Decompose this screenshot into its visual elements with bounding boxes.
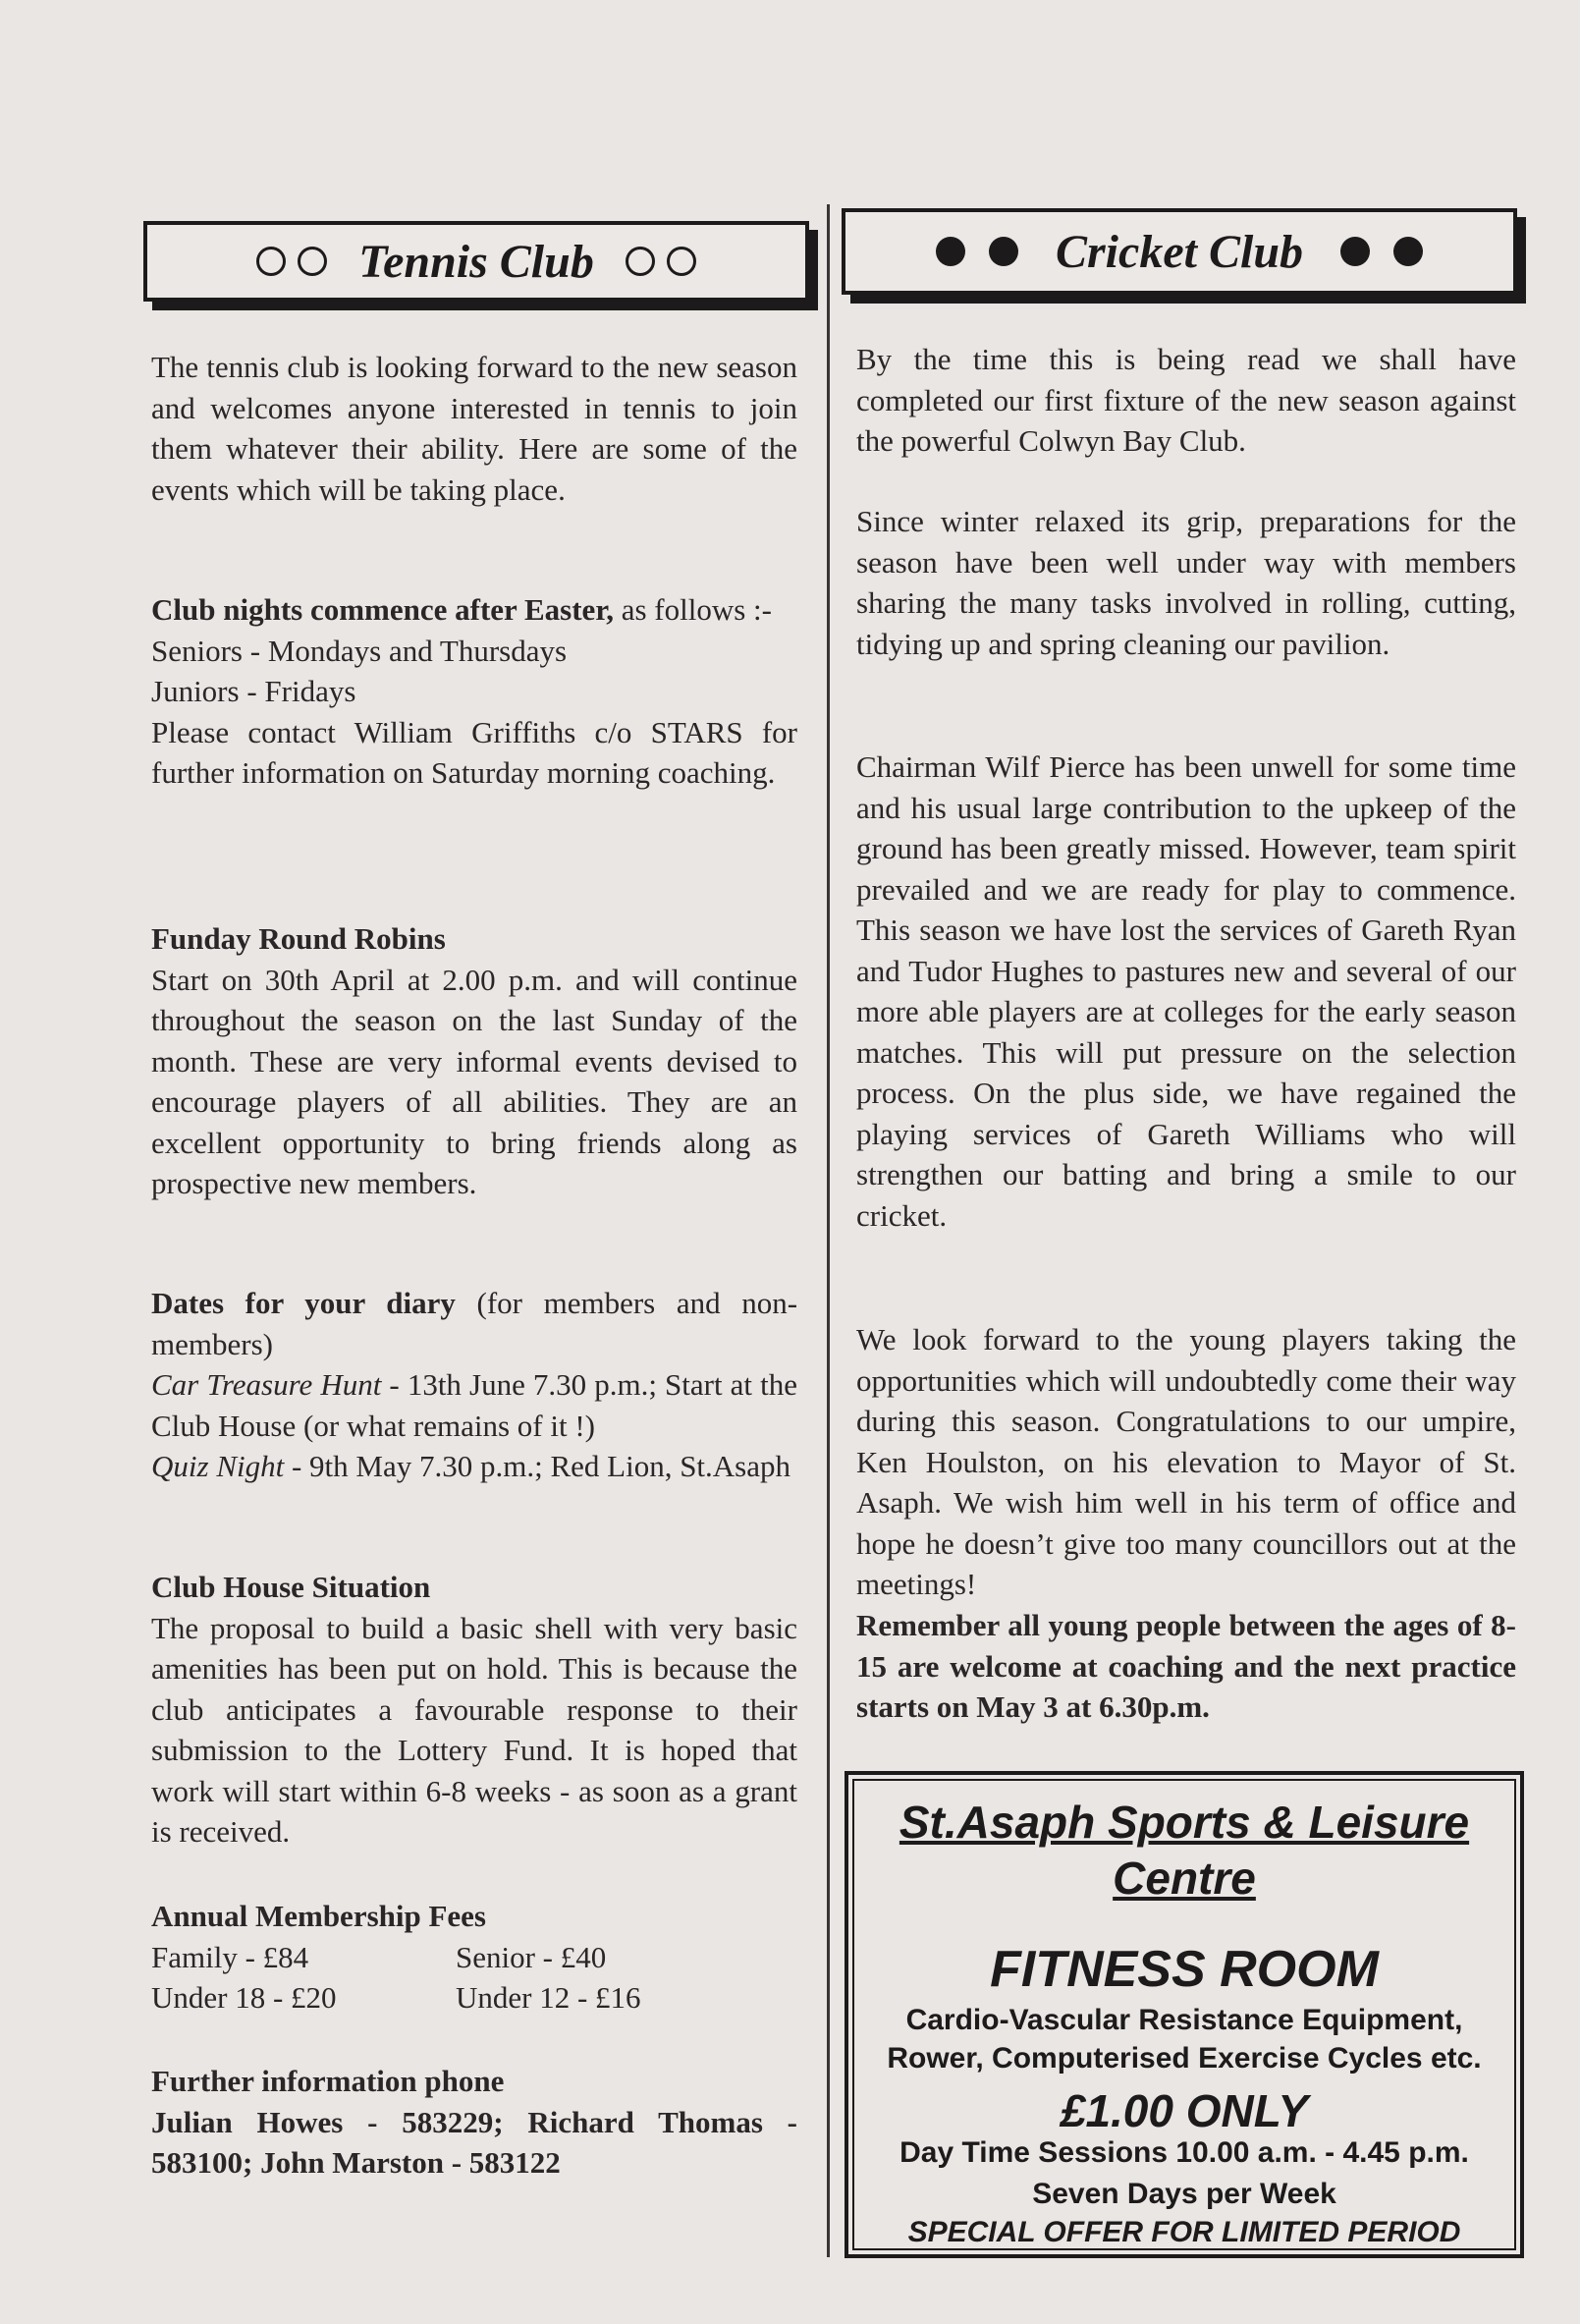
cricket-p4-text: We look forward to the young players taking the opportunities which will undoubtedly come their way during this season. Congratulations to our umpire, Ken Houlston, on his elevation to Mayor of St. Asaph. We wish him well in his term of office and hope he doesn’t give too many councillors out at the meetings!	[856, 1322, 1516, 1601]
coaching-contact: Please contact William Griffiths c/o STARS for further information on Saturday morning coaching.	[151, 714, 797, 790]
funday-section	[151, 918, 797, 1204]
bullet-dot-icon	[936, 237, 965, 266]
event-quiz-night: Quiz Night	[151, 1449, 285, 1483]
club-nights-heading: Club nights commence after Easter,	[151, 592, 614, 627]
ad-sessions: Day Time Sessions 10.00 a.m. - 4.45 p.m.	[899, 2136, 1469, 2169]
column-divider	[827, 204, 830, 2257]
fee-senior: Senior - £40	[456, 1939, 607, 1974]
leisure-centre-ad	[844, 1771, 1524, 2258]
cricket-p5-text: Remember all young people between the ages of 8-15 are welcome at coaching and the next practice starts on May 3 at 6.30p.m.	[856, 1608, 1516, 1724]
fees-section	[151, 1896, 797, 2019]
cricket-p3-text: Chairman Wilf Pierce has been unwell for some time and his usual large contribution to the upkeep of the ground has been greatly missed. However, team spirit prevailed and we are ready for play to commence. This season we have lost the services of Gareth Ryan and Tudor Hughes to pastures new and several of our more able players are at colleges for the early season matches. This will put pressure on the selection process. On the plus side, we have regained the playing services of Gareth Williams who will strengthen our batting and bring a smile to our cricket.	[856, 749, 1516, 1233]
tennis-club-header	[143, 221, 809, 302]
club-nights-section	[151, 589, 797, 794]
fee-family: Family - £84	[151, 1939, 309, 1974]
cricket-paragraph-4	[856, 1319, 1516, 1605]
club-nights-tail: as follows :-	[621, 592, 772, 627]
funday-heading: Funday Round Robins	[151, 921, 446, 956]
bullet-dot-icon	[1340, 237, 1370, 266]
diary-heading: Dates for your diary	[151, 1286, 456, 1320]
clubhouse-section	[151, 1567, 797, 1853]
cricket-paragraph-2	[856, 501, 1516, 664]
diary-tail: (for members and non-members)	[151, 1286, 798, 1361]
cricket-p1-text: By the time this is being read we shall have completed our first fixture of the new season against the powerful Colwyn Bay Club.	[856, 342, 1516, 458]
ad-special-offer: SPECIAL OFFER FOR LIMITED PERIOD	[907, 2216, 1461, 2248]
fee-under-18: Under 18 - £20	[151, 1980, 337, 2015]
event-quiz-night-details: - 9th May 7.30 p.m.; Red Lion, St.Asaph	[291, 1449, 791, 1483]
tennis-intro-text: The tennis club is looking forward to the new season and welcomes anyone interested in tennis to join them whatever their ability. Here are some of the events which will be taking place.	[151, 350, 797, 507]
ad-equipment-line-2: Rower, Computerised Exercise Cycles etc.	[887, 2042, 1482, 2075]
ad-price: £1.00 ONLY	[1060, 2085, 1309, 2136]
funday-text: Start on 30th April at 2.00 p.m. and will continue throughout the season on the last Sunday of the month. These are very informal events devised to encourage players of all abilities. They are an excellent opportunity to bring friends along as prospective new members.	[151, 962, 797, 1200]
ring-icon	[667, 247, 696, 276]
cricket-paragraph-1	[856, 339, 1516, 462]
tennis-club-title: Tennis Club	[358, 235, 594, 288]
event-car-treasure-hunt: Car Treasure Hunt	[151, 1367, 382, 1402]
cricket-p2-text: Since winter relaxed its grip, preparations for the season have been well under way with members sharing the many tasks involved in rolling, cutting, tidying up and spring cleaning our pavilion.	[856, 504, 1516, 661]
phone-heading: Further information phone	[151, 2064, 505, 2098]
bullet-dot-icon	[989, 237, 1018, 266]
ad-days: Seven Days per Week	[1032, 2178, 1336, 2210]
fee-under-12: Under 12 - £16	[456, 1980, 641, 2015]
cricket-paragraph-5	[856, 1605, 1516, 1728]
juniors-schedule: Juniors - Fridays	[151, 674, 356, 708]
ad-fitness-room: FITNESS ROOM	[990, 1941, 1379, 1998]
diary-section	[151, 1283, 797, 1487]
bullet-dot-icon	[1393, 237, 1423, 266]
phone-section	[151, 2061, 797, 2184]
ring-icon	[626, 247, 655, 276]
cricket-club-title: Cricket Club	[1055, 225, 1304, 278]
cricket-club-header	[842, 208, 1517, 295]
ad-title-line-2: Centre	[1113, 1853, 1256, 1904]
ring-icon	[298, 247, 327, 276]
tennis-intro	[151, 347, 797, 510]
clubhouse-text: The proposal to build a basic shell with very basic amenities has been put on hold. This is because the club anticipates a favourable response to their submission to the Lottery Fund. It is hoped that work will start within 6-8 weeks - as soon as a grant is received.	[151, 1610, 797, 1849]
event-car-treasure-hunt-details: - 13th June 7.30 p.m.; Start at the Club House (or what remains of it !)	[151, 1367, 797, 1443]
seniors-schedule: Seniors - Mondays and Thursdays	[151, 633, 568, 668]
ring-icon	[256, 247, 286, 276]
cricket-paragraph-3	[856, 747, 1516, 1236]
clubhouse-heading: Club House Situation	[151, 1570, 431, 1604]
ad-title-line-1: St.Asaph Sports & Leisure	[899, 1797, 1470, 1848]
fees-heading: Annual Membership Fees	[151, 1899, 486, 1933]
ad-equipment-line-1: Cardio-Vascular Resistance Equipment,	[905, 2004, 1463, 2036]
phone-contacts: Julian Howes - 583229; Richard Thomas - 583100; John Marston - 583122	[151, 2104, 797, 2180]
